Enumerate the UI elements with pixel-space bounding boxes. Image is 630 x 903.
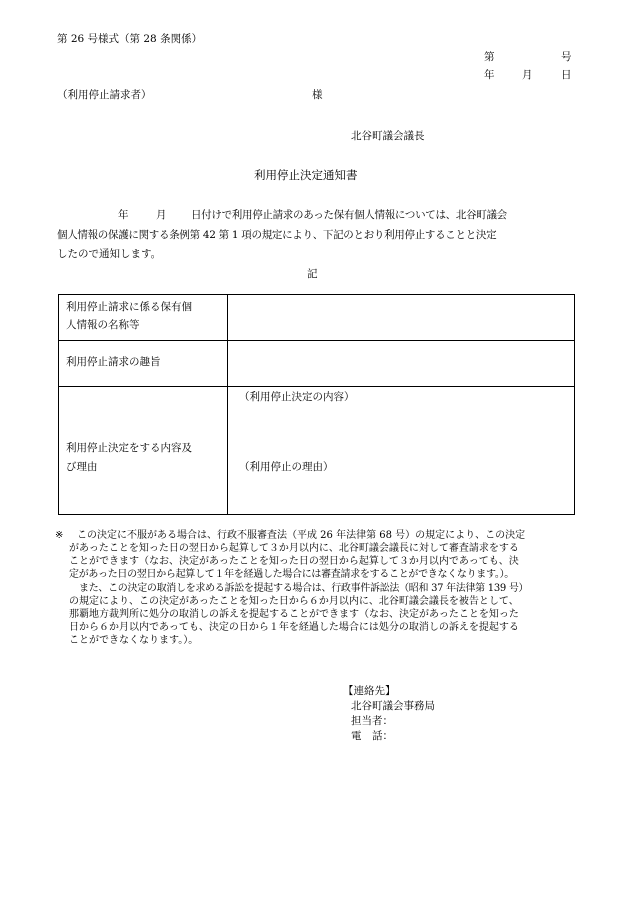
row2-label: 利用停止請求の趣旨 [66, 356, 161, 368]
contact-person-label: 担当者： [351, 715, 393, 727]
doc-number-suffix: 号 [561, 51, 572, 63]
decision-content-heading: （利用停止決定の内容） [239, 391, 355, 403]
contact-phone-label: 電 話： [351, 730, 393, 742]
body-line-2: 個人情報の保護に関する条例第 42 第 1 項の規定により、下記のとおり利用停止することと決定 [57, 229, 497, 241]
note-line: 定があった日の翌日から起算して１年を経過した場合には審査請求をすることができなくなります。）。 [69, 569, 514, 580]
contact-block [343, 684, 435, 744]
doc-number-prefix: 第 [484, 51, 495, 63]
note-line: この決定に不服がある場合は、行政不服審査法（平成 26 年法律第 68 号）の規定により、この決定 [77, 530, 526, 541]
row3-label-b: び理由 [66, 461, 98, 473]
contact-office: 北谷町議会事務局 [351, 700, 435, 712]
row1-label-b: 人情報の名称等 [66, 319, 140, 331]
decision-reason-heading: （利用停止の理由） [239, 461, 334, 473]
date-year: 年 [484, 69, 495, 81]
note-line: があったことを知った日の翌日から起算して３か月以内に、北谷町議会議長に対して審査請求をする [69, 543, 519, 554]
contact-heading: 【連絡先】 [343, 685, 396, 697]
document-title: 利用停止決定通知書 [254, 168, 358, 182]
body-month: 月 [156, 209, 167, 221]
decision-table [58, 294, 575, 515]
body-line-3: したので通知します。 [57, 248, 162, 260]
note-line: ことができなくなります。）。 [69, 635, 199, 646]
row3-label-a: 利用停止決定をする内容及 [66, 442, 192, 454]
note-mark: ※ [55, 530, 64, 541]
requester-honorific: 様 [312, 89, 323, 101]
body-line-1: 日付けで利用停止請求のあった保有個人情報については、北谷町議会 [191, 209, 507, 221]
sender-name: 北谷町議会議長 [351, 130, 425, 142]
row1-label-a: 利用停止請求に係る保有個 [66, 301, 192, 313]
form-number: 第 26 号様式（第 28 条関係） [57, 33, 203, 45]
body-year: 年 [118, 209, 129, 221]
date-day: 日 [561, 69, 572, 81]
note-line: の規定により、この決定があったことを知った日から６か月以内に、北谷町議会議長を被告として、 [69, 596, 519, 607]
requester-label: （利用停止請求者） [57, 89, 152, 101]
date-month: 月 [522, 69, 533, 81]
note-line: また、この決定の取消しを求める訴訟を提起する場合は、行政事件訴訟法（昭和 37 年法律第 139 号） [79, 583, 529, 594]
note-line: ことができます（なお、決定があったことを知った日の翌日から起算して３か月以内であっても、決 [69, 556, 519, 567]
note-line: 那覇地方裁判所に処分の取消しの訴えを提起することができます（なお、決定があったことを知った [69, 609, 519, 620]
table-column-divider [227, 295, 228, 514]
note-line: 日から６か月以内であっても、決定の日から１年を経過した場合には処分の取消しの訴えを提起する [69, 622, 519, 633]
ki-heading: 記 [307, 268, 318, 280]
